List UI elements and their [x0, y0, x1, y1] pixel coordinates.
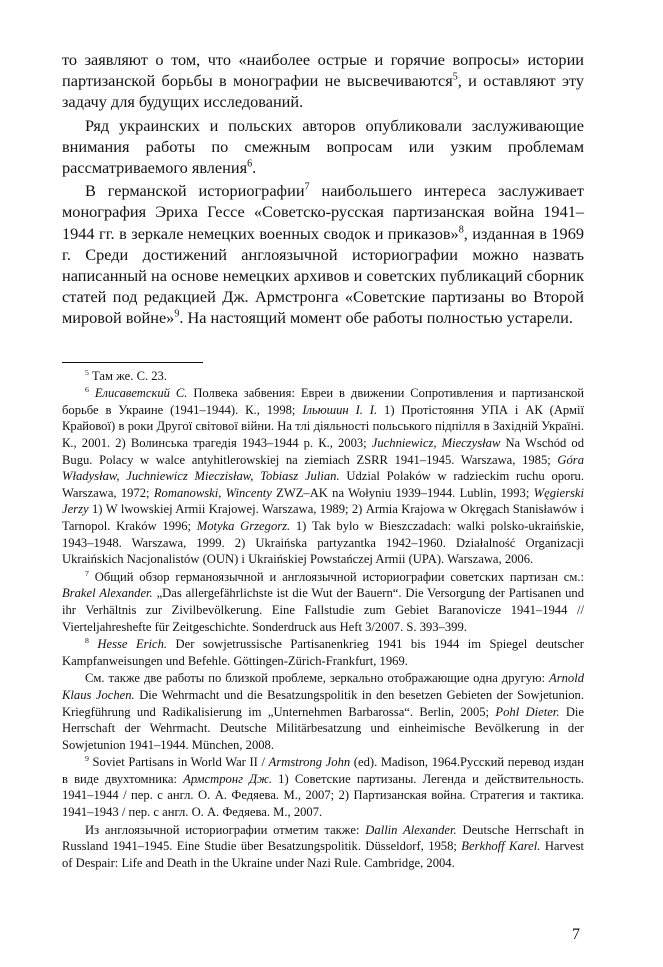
page-content — [62, 49, 584, 871]
page-number: 7 — [572, 926, 580, 943]
footnotes — [62, 368, 584, 872]
footnote-ref-9: 9 — [174, 309, 180, 321]
paragraph-1: то заявляют о том, что «наиболее острые и горячие вопросы» истории партизанской борьбы в монографии не высвечиваются$^5$, и оставляют эту задачу для будущих исследований. — [62, 50, 584, 112]
footnote-ref-5: 5 — [452, 71, 458, 83]
footnote-ref-8: 8 — [458, 224, 464, 236]
paragraph-3: В германской историографии$^7$ наибольшего интереса заслуживает монография Эриха Гессе «Советско-русская партизанская война 1941–1944 гг. в зеркале немецких военных сводок и приказов»$^8$, изданная в 1969 г. Среди достижений англоязычной историографии можно назвать написанный на основе немецких архивов и советских публикаций сборник статей под редакцией Дж. Армстронга «Советские партизаны во Второй мировой войне»$^9$. На настоящий момент обе работы полностью устарели. — [62, 181, 584, 328]
footnote-8: $^8$ Hesse Erich. Der sowjetrussische Partisanenkrieg 1941 bis 1944 im Spiegel deutscher Kampfanweisungen und Befehle. Göttingen-Zürich-Frankfurt, 1969. — [62, 635, 585, 668]
footnote-8-continued: См. также две работы по близкой проблеме, зеркально отображающие одна другую: Arnold Klaus Jochen. Die Wehrmacht und die Besatzungspolitik in den besetzen Gebieten der Sowjetunion. Kriegführung und Radikalisierung im „Unternehmen Barbarossa“. Berlin, 2005; Pohl Dieter. Die Herrschaft der Wehrmacht. Deutsche Militärbesatzung und einheimische Bevölkerung in der Sowjetunion 1941–1944. München, 2008. — [62, 671, 585, 752]
footnote-9: $^9$ Soviet Partisans in World War II / Armstrong John (ed). Madison, 1964.Русский перевод издан в виде двухтомника: Армстронг Дж. 1) Советские партизаны. Легенда и действительность. 1941–1944 / пер. с англ. О. А. Федяева. М., 2007; 2) Партизанская война. Стратегия и тактика. 1941–1943 / пер. с англ. О. А. Федяева. М., 2007. — [62, 754, 585, 820]
footnote-7: $^7$ Общий обзор германоязычной и англоязычной историографии советских партизан см.: Brakel Alexander. „Das allergefährlichste ist die Wut der Bauern“. Die Versorgung der Partisanen und ihr Verhältnis zur Zivilbevölkerung. Eine Fallstudie zum Gebiet Baranovicze 1941–1944 // Vierteljahreshefte für Zeitgeschichte. Sonderdruck aus Heft 3/2007. S. 393–399. — [62, 568, 585, 634]
footnote-5: $^5$ Там же. С. 23. — [85, 367, 168, 383]
footnote-ref-7: 7 — [304, 181, 310, 193]
footnote-divider — [62, 362, 203, 363]
footnote-ref-6: 6 — [247, 158, 253, 170]
footnote-6: $^6$ Елисаветский С. Полвека забвения: Евреи в движении Сопротивления и партизанской борьбе в Украине (1941–1944). К., 1998; Ільюшин І. І. 1) Протістояння УПА і АК (Армії Крайової) в роки Другої світової війни. На тлі діяльності польського підпілля в Західній Україні. К., 2001. 2) Волинська трагедія 1943–1944 р. К., 2003; Juchniewicz, Mieczysław Na Wschód od Bugu. Polacy w walce antyhitlerowskiej na ziemiach ZSRR 1941–1945. Warszawa, 1985; Góra Władysław, Juchniewicz Mieczisław, Tobiasz Julian. Udzial Polaków w radzieckim ruchu oporu. Warszawa, 1972; Romanowski, Wincenty ZWZ–AK na Wołyniu 1939–1944. Lublin, 1993; Węgierski Jerzy 1) W lwowskiej Armii Krajowej. Warszawa, 1989; 2) Armia Krajowa w Okręgach Stanisławów i Tarnopol. Kraków 1996; Motyka Grzegorz. 1) Tak bylo w Bieszczadach: walki polsko-ukraińskie, 1943–1948. Warszawa, 1999. 2) Ukraińska partyzantka 1942–1960. Działalność Organizacji Ukraińskich Nacjonalistów (OUN) i Ukraińskiej Powstańczej Armii (UPA). Warszawa, 2006. — [62, 385, 584, 567]
main-text — [62, 49, 584, 329]
paragraph-2: Ряд украинских и польских авторов опубликовали заслуживающие внимания работы по смежным вопросам или узким проблемам рассматриваемого явления$^6$. — [62, 115, 584, 178]
footnote-9-continued: Из англоязычной историографии отметим также: Dallin Alexander. Deutsche Herrschaft in Russland 1941–1945. Eine Studie über Besatzungspolitik. Düsseldorf, 1958; Berkhoff Karel. Harvest of Despair: Life and Death in the Ukraine under Nazi Rule. Cambridge, 2004. — [62, 822, 584, 870]
